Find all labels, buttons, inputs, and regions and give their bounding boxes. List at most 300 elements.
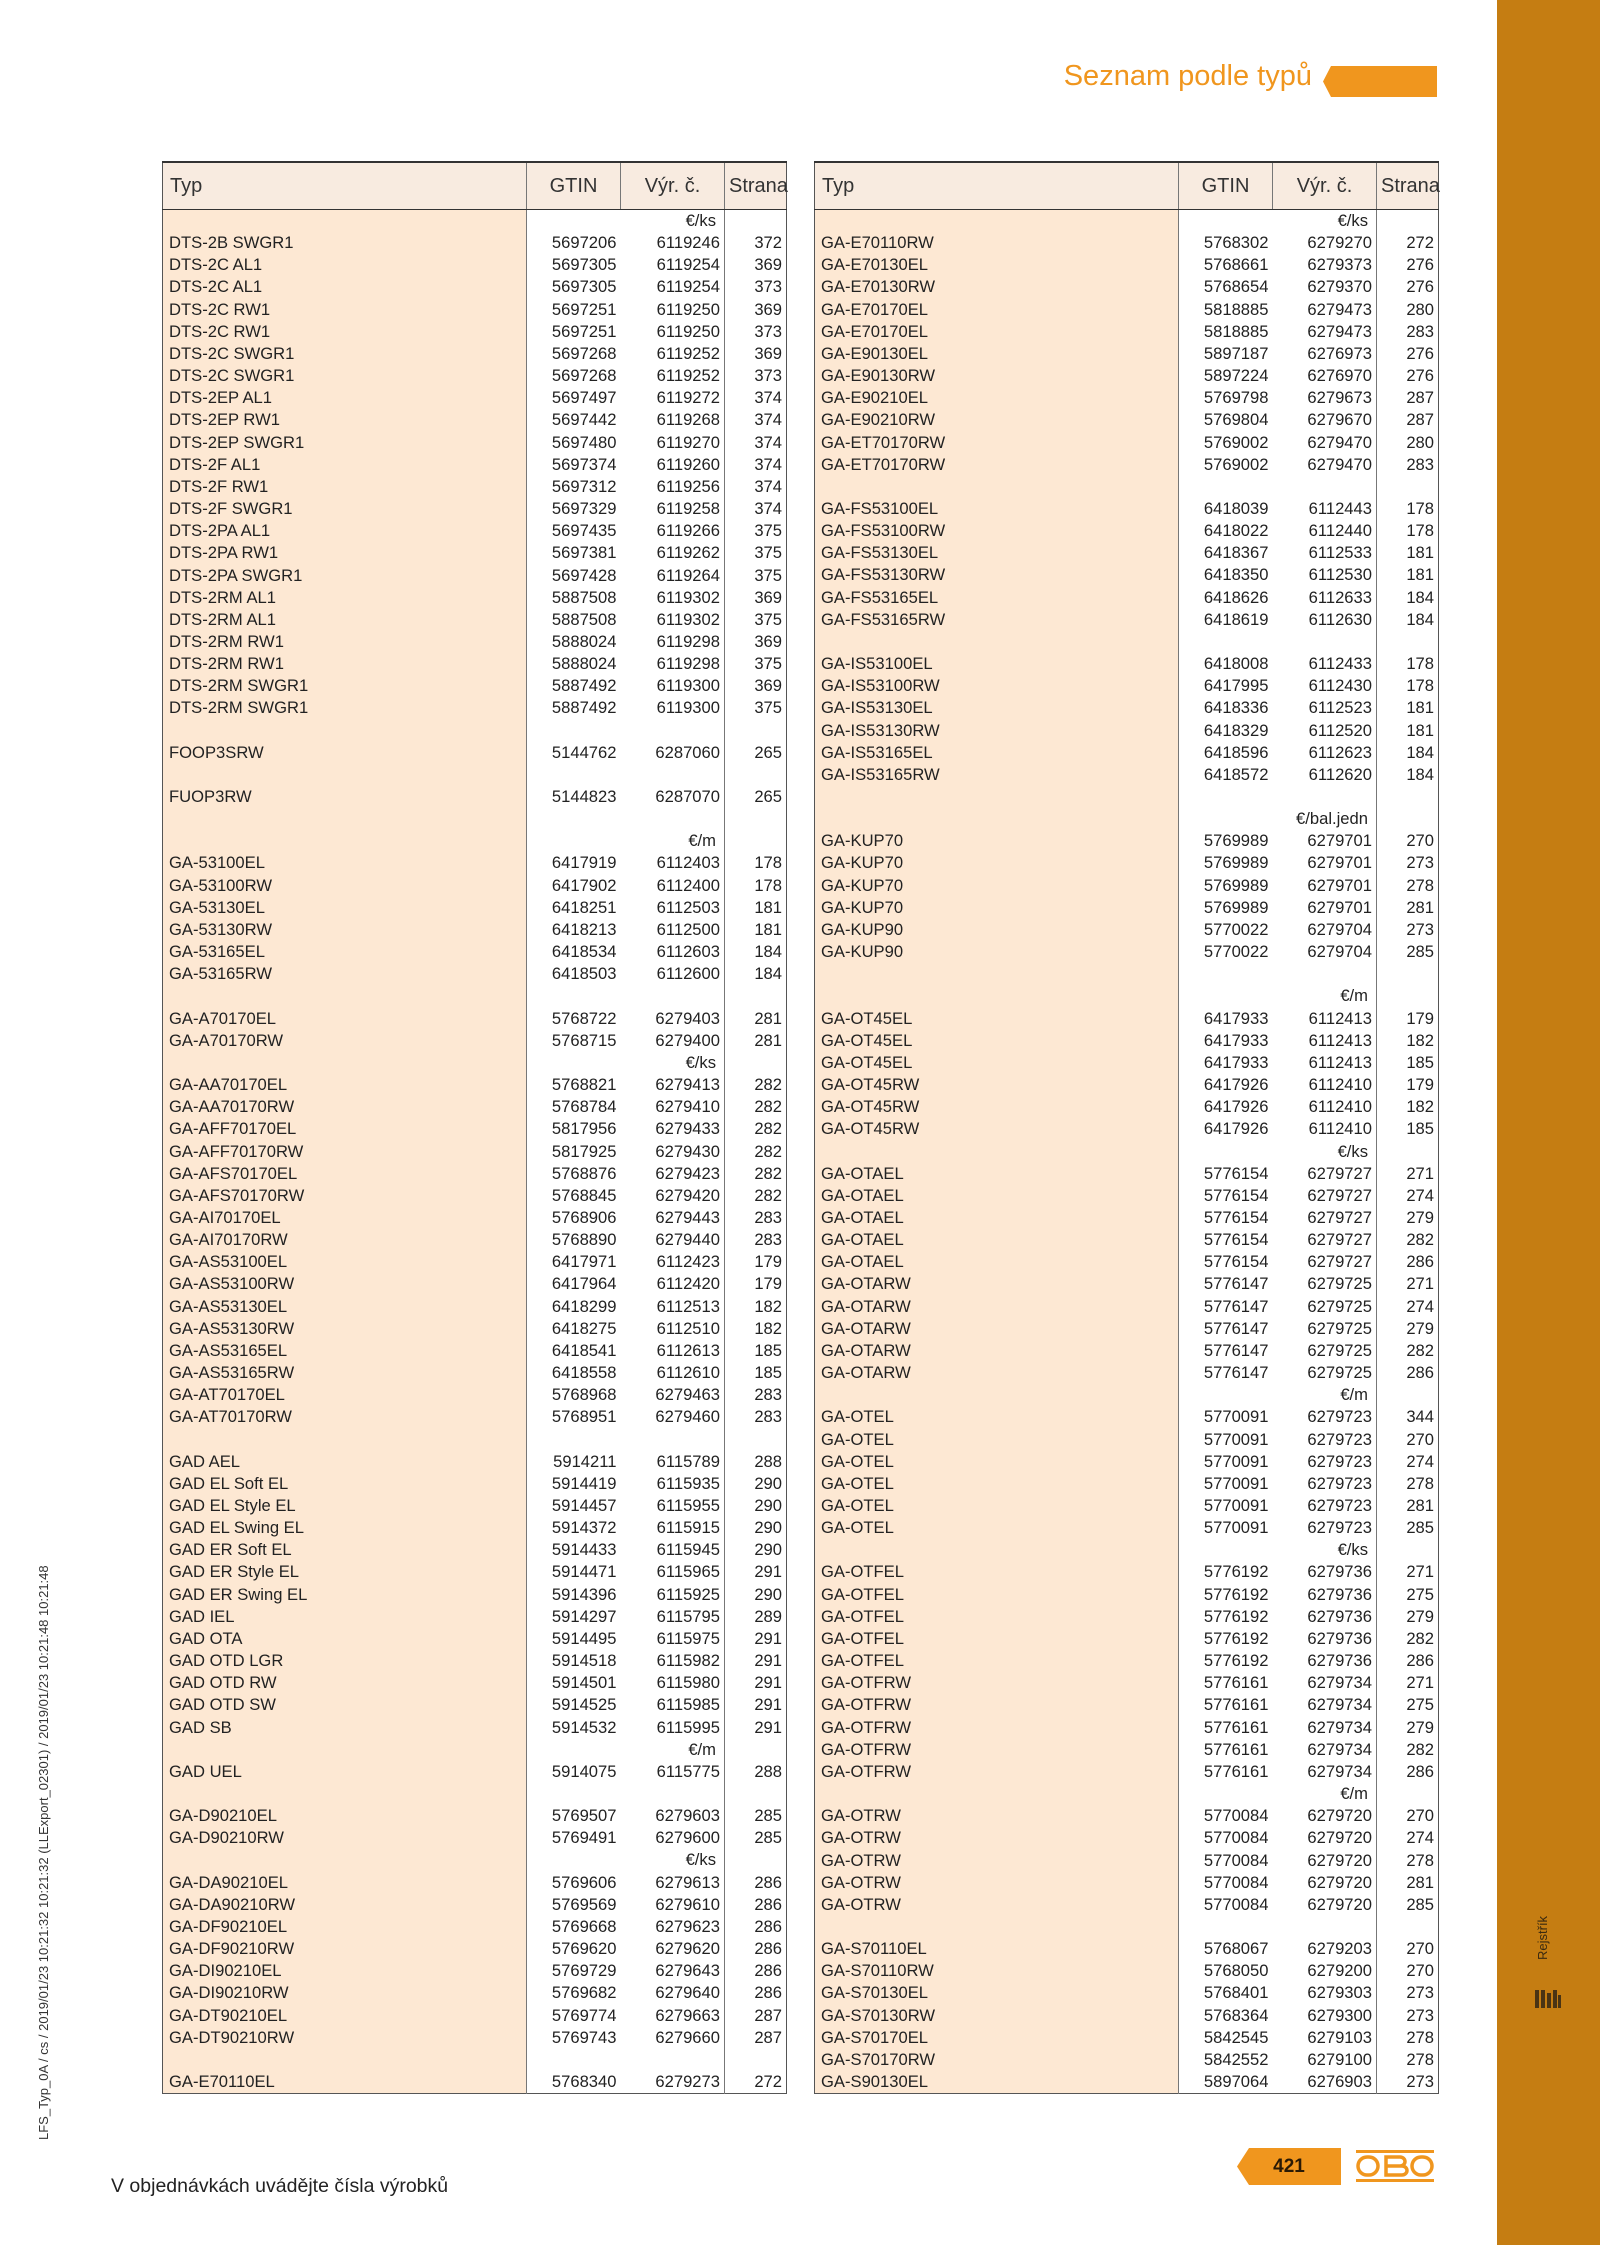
strana-cell: 278 [1377, 2027, 1439, 2049]
strana-cell: 184 [725, 963, 787, 985]
vyr-cell: 6279704 [1307, 919, 1372, 939]
strana-cell: 291 [725, 1672, 787, 1694]
vyr-cell: 6119252 [656, 366, 720, 386]
table-row [163, 1141, 787, 1163]
strana-cell: 290 [725, 1473, 787, 1495]
spacer-row [163, 808, 787, 830]
table-row [815, 520, 1439, 542]
vyr-cell: 6115935 [656, 1473, 720, 1493]
table-row [163, 1894, 787, 1916]
typ-cell: GA-ET70170RW [815, 454, 1179, 476]
vyr-cell: 6279610 [655, 1894, 720, 1914]
vyr-cell: 6119250 [656, 299, 720, 319]
gtin-cell: 5776147 [1179, 1362, 1273, 1384]
typ-cell [163, 1739, 527, 1761]
typ-cell: GA-AFS70170RW [163, 1185, 527, 1207]
table-header-row [815, 162, 1439, 210]
spacer-row [163, 764, 787, 786]
vyr-cell: 6112623 [1308, 742, 1372, 762]
gtin-cell [1179, 1141, 1273, 1163]
column-header-strana: Strana [725, 162, 787, 210]
table-row [163, 409, 787, 431]
vyr-cell: 6119300 [656, 698, 720, 718]
typ-cell: GA-OTRW [815, 1872, 1179, 1894]
typ-cell: GAD AEL [163, 1451, 527, 1473]
gtin-cell: 5769682 [527, 1982, 621, 2004]
gtin-cell: 5768784 [527, 1096, 621, 1118]
vyr-cell: 6279736 [1307, 1628, 1372, 1648]
table-row [815, 1030, 1439, 1052]
typ-cell: GAD SB [163, 1717, 527, 1739]
table-row [163, 919, 787, 941]
gtin-cell: 5776161 [1179, 1694, 1273, 1716]
strana-cell: 344 [1377, 1406, 1439, 1428]
vyr-cell: 6115965 [656, 1562, 720, 1582]
vyr-cell: 6119268 [656, 410, 720, 430]
table-row [815, 1650, 1439, 1672]
strana-cell: 271 [1377, 1163, 1439, 1185]
vyr-cell: 6112613 [656, 1340, 720, 1360]
vyr-cell: 6279727 [1307, 1163, 1372, 1183]
vyr-cell: 6279670 [1307, 410, 1372, 430]
strana-cell: 282 [725, 1185, 787, 1207]
vyr-cell: 6279720 [1307, 1872, 1372, 1892]
table-row [163, 1074, 787, 1096]
vyr-cell [621, 1783, 725, 1805]
typ-cell: GAD ER Swing EL [163, 1584, 527, 1606]
footer-note: V objednávkách uvádějte čísla výrobků [111, 2175, 449, 2197]
vyr-cell [1273, 786, 1377, 808]
vyr-cell [1273, 476, 1377, 498]
strana-cell: 369 [725, 343, 787, 365]
vyr-cell: 6279460 [655, 1407, 720, 1427]
gtin-cell: 5768821 [527, 1074, 621, 1096]
table-row [815, 254, 1439, 276]
typ-cell: GA-FS53130RW [815, 564, 1179, 586]
typ-cell: GA-A70170EL [163, 1008, 527, 1030]
gtin-cell: 5768715 [527, 1030, 621, 1052]
vyr-cell: 6279623 [655, 1916, 720, 1936]
gtin-cell: 6418022 [1179, 520, 1273, 542]
strana-cell: 374 [725, 432, 787, 454]
vyr-cell: 6279420 [655, 1185, 720, 1205]
vyr-cell: 6279727 [1307, 1207, 1372, 1227]
table-row [815, 919, 1439, 941]
vyr-cell [621, 1429, 725, 1451]
vyr-cell: 6112413 [1308, 1008, 1372, 1028]
gtin-cell: 6418299 [527, 1296, 621, 1318]
strana-cell: 279 [1377, 1606, 1439, 1628]
table-row [815, 1074, 1439, 1096]
vyr-cell [1273, 963, 1377, 985]
typ-cell [163, 1849, 527, 1871]
unit-row [163, 830, 787, 852]
gtin-cell: 5768951 [527, 1406, 621, 1428]
gtin-cell [1179, 808, 1273, 830]
table-row [163, 1118, 787, 1140]
strana-cell: 369 [725, 587, 787, 609]
typ-cell: GA-KUP90 [815, 919, 1179, 941]
table-row [163, 1517, 787, 1539]
table-row [815, 1628, 1439, 1650]
typ-cell: GA-IS53130EL [815, 697, 1179, 719]
gtin-cell: 5697305 [527, 276, 621, 298]
strana-cell: 369 [725, 631, 787, 653]
gtin-cell: 5769804 [1179, 409, 1273, 431]
typ-cell: GAD OTD LGR [163, 1650, 527, 1672]
gtin-cell: 5144762 [527, 742, 621, 764]
strana-cell: 178 [1377, 675, 1439, 697]
gtin-cell [527, 1052, 621, 1074]
gtin-cell: 5769569 [527, 1894, 621, 1916]
typ-cell: GA-KUP70 [815, 852, 1179, 874]
column-header-strana: Strana [1377, 162, 1439, 210]
strana-cell: 179 [1377, 1074, 1439, 1096]
gtin-cell: 6418367 [1179, 542, 1273, 564]
vyr-cell: 6279473 [1307, 299, 1372, 319]
table-row [815, 343, 1439, 365]
strana-cell [725, 1739, 787, 1761]
typ-cell: GA-E70110EL [163, 2071, 527, 2094]
table-row [815, 1938, 1439, 1960]
spacer-row [815, 631, 1439, 653]
gtin-cell: 6417933 [1179, 1052, 1273, 1074]
table-row [815, 454, 1439, 476]
typ-cell: DTS-2PA SWGR1 [163, 565, 527, 587]
gtin-cell: 5776161 [1179, 1761, 1273, 1783]
vyr-cell: 6279725 [1307, 1318, 1372, 1338]
column-header-vyr: Výr. č. [1273, 162, 1377, 210]
strana-cell: 272 [725, 2071, 787, 2094]
table-row [815, 1827, 1439, 1849]
vyr-cell: 6115945 [656, 1540, 720, 1560]
gtin-cell: 5697497 [527, 387, 621, 409]
strana-cell: 369 [725, 254, 787, 276]
gtin-cell: 5817956 [527, 1118, 621, 1140]
typ-cell: GAD EL Style EL [163, 1495, 527, 1517]
vyr-cell [1273, 1916, 1377, 1938]
typ-cell: GA-E90130RW [815, 365, 1179, 387]
gtin-cell: 5770091 [1179, 1473, 1273, 1495]
vyr-cell: 6115975 [656, 1628, 720, 1648]
typ-cell: GA-AS53165EL [163, 1340, 527, 1362]
table-row [815, 1739, 1439, 1761]
strana-cell [1377, 1141, 1439, 1163]
strana-cell: 181 [725, 897, 787, 919]
spacer-row [163, 720, 787, 742]
table-row [163, 1340, 787, 1362]
strana-cell: 290 [725, 1584, 787, 1606]
strana-cell: 288 [725, 1761, 787, 1783]
strana-cell: 273 [1377, 919, 1439, 941]
strana-cell: 273 [1377, 2005, 1439, 2027]
gtin-cell [1179, 1384, 1273, 1406]
typ-cell: DTS-2C RW1 [163, 299, 527, 321]
strana-cell: 374 [725, 409, 787, 431]
typ-cell [163, 1429, 527, 1451]
table-row [163, 1318, 787, 1340]
gtin-cell: 5697381 [527, 542, 621, 564]
strana-cell: 285 [725, 1827, 787, 1849]
vyr-cell: 6279727 [1307, 1185, 1372, 1205]
gtin-cell: 5769989 [1179, 897, 1273, 919]
strana-cell [725, 1783, 787, 1805]
table-row [163, 565, 787, 587]
gtin-cell: 5818885 [1179, 299, 1273, 321]
strana-cell [725, 2049, 787, 2071]
vyr-cell: 6112423 [656, 1252, 720, 1272]
gtin-cell: 6418596 [1179, 742, 1273, 764]
strana-cell: 291 [725, 1694, 787, 1716]
vyr-cell: 6287060 [655, 742, 720, 762]
strana-cell: 375 [725, 565, 787, 587]
table-row [163, 1362, 787, 1384]
strana-cell: 185 [1377, 1052, 1439, 1074]
strana-cell: 281 [1377, 1495, 1439, 1517]
strana-cell: 184 [1377, 609, 1439, 631]
type-table-right [814, 161, 1439, 2094]
vyr-cell: 6112520 [1308, 720, 1372, 740]
gtin-cell: 5770091 [1179, 1495, 1273, 1517]
typ-cell: GA-OTRW [815, 1894, 1179, 1916]
vyr-cell: 6279720 [1307, 1894, 1372, 1914]
strana-cell: 274 [1377, 1827, 1439, 1849]
typ-cell [815, 1539, 1179, 1561]
gtin-cell: 5776154 [1179, 1185, 1273, 1207]
typ-cell: DTS-2C AL1 [163, 276, 527, 298]
strana-cell: 271 [1377, 1672, 1439, 1694]
gtin-cell: 6418251 [527, 897, 621, 919]
typ-cell: GA-AS53130EL [163, 1296, 527, 1318]
vyr-cell: 6112633 [1308, 587, 1372, 607]
typ-cell: GA-FS53165EL [815, 587, 1179, 609]
typ-cell: DTS-2RM RW1 [163, 631, 527, 653]
vyr-cell: 6279613 [655, 1872, 720, 1892]
typ-cell: GA-E90130EL [815, 343, 1179, 365]
gtin-cell [527, 1429, 621, 1451]
gtin-cell: 5914419 [527, 1473, 621, 1495]
vyr-cell: 6279433 [655, 1119, 720, 1139]
gtin-cell: 5697428 [527, 565, 621, 587]
typ-cell [163, 1783, 527, 1805]
gtin-cell [527, 1849, 621, 1871]
table-row [163, 875, 787, 897]
table-row [815, 387, 1439, 409]
table-row [163, 1008, 787, 1030]
vyr-cell: 6119246 [656, 233, 720, 253]
typ-cell: GAD EL Swing EL [163, 1517, 527, 1539]
typ-cell [815, 786, 1179, 808]
vyr-cell: 6279603 [655, 1806, 720, 1826]
strana-cell: 282 [725, 1096, 787, 1118]
vyr-cell: 6279734 [1307, 1673, 1372, 1693]
gtin-cell: 5817925 [527, 1141, 621, 1163]
unit-row [815, 1539, 1439, 1561]
vyr-cell: 6112533 [1308, 543, 1372, 563]
gtin-cell [527, 764, 621, 786]
strana-cell: 287 [1377, 409, 1439, 431]
table-row [163, 1982, 787, 2004]
typ-cell: GA-OTRW [815, 1827, 1179, 1849]
typ-cell: GAD UEL [163, 1761, 527, 1783]
typ-cell: GA-OTFRW [815, 1694, 1179, 1716]
strana-cell: 287 [725, 2027, 787, 2049]
typ-cell: GA-OTEL [815, 1495, 1179, 1517]
typ-cell: GA-KUP70 [815, 875, 1179, 897]
table-row [815, 1894, 1439, 1916]
typ-cell: GA-OTEL [815, 1517, 1179, 1539]
unit-label: €/ks [685, 211, 716, 230]
gtin-cell: 5914532 [527, 1717, 621, 1739]
vyr-cell: 6112443 [1308, 499, 1372, 519]
vyr-cell: 6279701 [1307, 875, 1372, 895]
vyr-cell: 6119262 [656, 543, 720, 563]
typ-cell [163, 720, 527, 742]
typ-cell: GA-OTFEL [815, 1561, 1179, 1583]
typ-cell: GA-OTEL [815, 1406, 1179, 1428]
typ-cell: GA-OTEL [815, 1451, 1179, 1473]
vyr-cell: 6112413 [1308, 1030, 1372, 1050]
gtin-cell: 5897224 [1179, 365, 1273, 387]
typ-cell: GA-E70170EL [815, 321, 1179, 343]
typ-cell: GA-OTAEL [815, 1207, 1179, 1229]
table-row [163, 1672, 787, 1694]
table-row [815, 276, 1439, 298]
typ-cell [163, 1052, 527, 1074]
vyr-cell: 6279725 [1307, 1363, 1372, 1383]
table-row [163, 941, 787, 963]
strana-cell: 375 [725, 697, 787, 719]
table-row [163, 1628, 787, 1650]
strana-cell: 181 [1377, 564, 1439, 586]
vyr-cell: 6115982 [656, 1651, 720, 1671]
vyr-cell: 6279701 [1307, 831, 1372, 851]
typ-cell: FOOP3SRW [163, 742, 527, 764]
table-row [815, 1429, 1439, 1451]
vyr-cell: 6112523 [1308, 698, 1372, 718]
table-row [815, 1850, 1439, 1872]
typ-cell: GA-OTEL [815, 1473, 1179, 1495]
table-row [815, 321, 1439, 343]
gtin-cell: 5770084 [1179, 1872, 1273, 1894]
strana-cell: 290 [725, 1539, 787, 1561]
vyr-cell: 6279303 [1307, 1983, 1372, 2003]
vyr-cell: 6279734 [1307, 1695, 1372, 1715]
gtin-cell: 5897187 [1179, 343, 1273, 365]
gtin-cell: 5768661 [1179, 254, 1273, 276]
table-row [163, 1451, 787, 1473]
table-row [163, 742, 787, 764]
gtin-cell: 5769002 [1179, 432, 1273, 454]
column-header-typ: Typ [815, 162, 1179, 210]
gtin-cell: 6417926 [1179, 1096, 1273, 1118]
table-row [815, 609, 1439, 631]
strana-cell: 285 [1377, 941, 1439, 963]
table-row [163, 542, 787, 564]
strana-cell [1377, 210, 1439, 233]
table-row [815, 1717, 1439, 1739]
strana-cell [725, 985, 787, 1007]
typ-cell: GA-AS53100RW [163, 1273, 527, 1295]
typ-cell: GA-S70130RW [815, 2005, 1179, 2027]
gtin-cell: 6418336 [1179, 697, 1273, 719]
typ-cell: GA-OTARW [815, 1362, 1179, 1384]
table-row [815, 653, 1439, 675]
strana-cell: 182 [725, 1318, 787, 1340]
gtin-cell: 5768302 [1179, 232, 1273, 254]
gtin-cell: 6418008 [1179, 653, 1273, 675]
typ-cell [815, 808, 1179, 830]
gtin-cell: 5776147 [1179, 1340, 1273, 1362]
typ-cell: DTS-2C SWGR1 [163, 365, 527, 387]
vyr-cell: 6112440 [1308, 521, 1372, 541]
gtin-cell: 6417964 [527, 1273, 621, 1295]
vyr-cell: 6115995 [656, 1717, 720, 1737]
table-row [815, 1982, 1439, 2004]
table-row [815, 2005, 1439, 2027]
strana-cell [1377, 1783, 1439, 1805]
strana-cell: 178 [1377, 498, 1439, 520]
strana-cell: 178 [725, 875, 787, 897]
table-row [815, 1296, 1439, 1318]
strana-cell [1377, 786, 1439, 808]
strana-cell: 182 [1377, 1096, 1439, 1118]
typ-cell: GA-OT45EL [815, 1052, 1179, 1074]
vyr-cell: 6279273 [655, 2072, 720, 2092]
typ-cell: DTS-2F SWGR1 [163, 498, 527, 520]
strana-cell: 287 [1377, 387, 1439, 409]
strana-cell: 178 [1377, 653, 1439, 675]
gtin-cell: 5776154 [1179, 1163, 1273, 1185]
gtin-cell: 5776192 [1179, 1561, 1273, 1583]
typ-cell: GA-OTARW [815, 1318, 1179, 1340]
strana-cell: 179 [725, 1251, 787, 1273]
strana-cell: 285 [725, 1805, 787, 1827]
vyr-cell: 6279640 [655, 1983, 720, 2003]
gtin-cell: 6417971 [527, 1251, 621, 1273]
gtin-cell: 5770084 [1179, 1894, 1273, 1916]
gtin-cell: 5768364 [1179, 2005, 1273, 2027]
gtin-cell: 5914372 [527, 1517, 621, 1539]
strana-cell: 280 [1377, 299, 1439, 321]
vyr-cell: 6112510 [656, 1318, 720, 1338]
strana-cell: 271 [1377, 1273, 1439, 1295]
gtin-cell [527, 1739, 621, 1761]
table-row [815, 409, 1439, 431]
gtin-cell: 6418039 [1179, 498, 1273, 520]
vyr-cell [621, 720, 725, 742]
vyr-cell: 6279736 [1307, 1606, 1372, 1626]
strana-cell [725, 1849, 787, 1871]
table-row [815, 875, 1439, 897]
vyr-cell: 6279463 [655, 1385, 720, 1405]
vyr-cell: 6279103 [1307, 2027, 1372, 2047]
vyr-cell: 6279734 [1307, 1717, 1372, 1737]
typ-cell: GA-E70110RW [815, 232, 1179, 254]
column-header-gtin: GTIN [1179, 162, 1273, 210]
unit-label: €/m [688, 831, 716, 851]
typ-cell [815, 963, 1179, 985]
vyr-cell: 6276903 [1307, 2072, 1372, 2092]
strana-cell: 272 [1377, 232, 1439, 254]
table-row [815, 1805, 1439, 1827]
typ-cell: DTS-2EP RW1 [163, 409, 527, 431]
strana-cell: 278 [1377, 2049, 1439, 2071]
strana-cell: 270 [1377, 1429, 1439, 1451]
strana-cell: 270 [1377, 1805, 1439, 1827]
gtin-cell: 5770091 [1179, 1517, 1273, 1539]
typ-cell: GA-AI70170EL [163, 1207, 527, 1229]
